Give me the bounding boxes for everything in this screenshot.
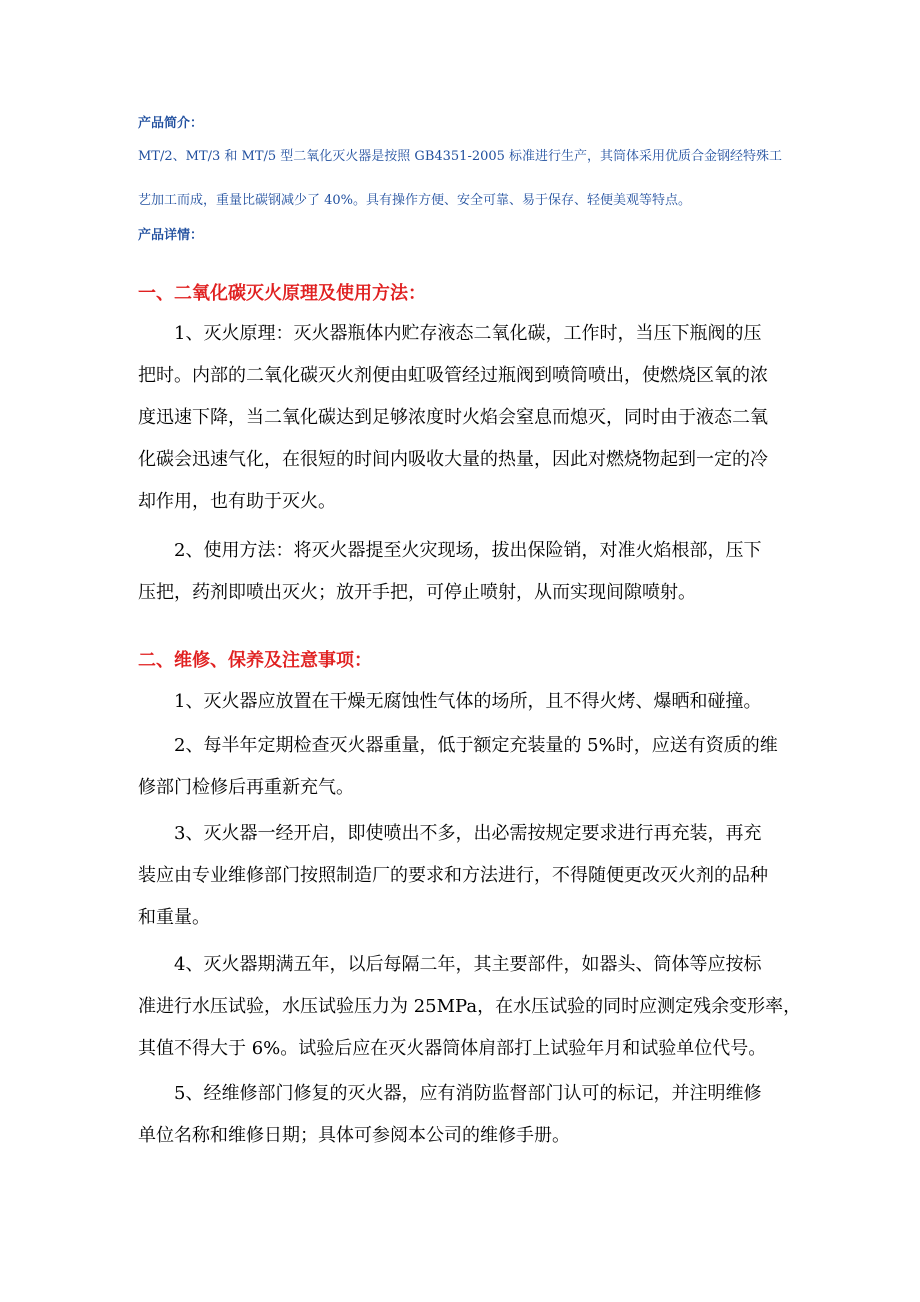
paragraph-line: 准进行水压试验，水压试验压力为 25MPa，在水压试验的同时应测定残余变形率， (138, 996, 802, 1017)
paragraph-line: 修部门检修后再重新充气。 (138, 777, 354, 798)
intro-heading: 产品简介： (138, 116, 204, 131)
section-1-title: 一、二氧化碳灭火原理及使用方法： (138, 283, 426, 304)
paragraph-line: 3、灭火器一经开启，即使喷出不多，出必需按规定要求进行再充装，再充 (174, 823, 762, 844)
paragraph-line: 压把，药剂即喷出灭火；放开手把，可停止喷射，从而实现间隙喷射。 (138, 582, 696, 603)
intro-line-1: MT/2、MT/3 和 MT/5 型二氧化灭火器是按照 GB4351-2005 标准进行生产，其筒体采用优质合金钢经特殊工 (138, 149, 783, 164)
section-1-paragraph-2 (138, 530, 788, 614)
paragraph-line: 5、经维修部门修复的灭火器，应有消防监督部门认可的标记，并注明维修 (174, 1083, 762, 1104)
paragraph-line: 4、灭火器期满五年，以后每隔二年，其主要部件，如器头、筒体等应按标 (174, 954, 762, 975)
section-2-title: 二、维修、保养及注意事项： (138, 650, 372, 671)
paragraph-line: 2、使用方法：将灭火器提至火灾现场，拔出保险销，对准火焰根部，压下 (174, 540, 762, 561)
section-2-paragraph-2 (138, 725, 788, 809)
paragraph-line: 1、灭火器应放置在干燥无腐蚀性气体的场所，且不得火烤、爆晒和碰撞。 (174, 691, 762, 712)
intro-line-2: 艺加工而成，重量比碳钢减少了 40%。具有操作方便、安全可靠、易于保存、轻便美观等特点。 (138, 193, 692, 208)
paragraph-line: 度迅速下降，当二氧化碳达到足够浓度时火焰会窒息而熄灭，同时由于液态二氧 (138, 407, 768, 428)
details-heading: 产品详情： (138, 228, 204, 243)
paragraph-line: 单位名称和维修日期；具体可参阅本公司的维修手册。 (138, 1125, 570, 1146)
paragraph-line: 装应由专业维修部门按照制造厂的要求和方法进行，不得随便更改灭火剂的品种 (138, 865, 768, 886)
paragraph-line: 化碳会迅速气化，在很短的时间内吸收大量的热量，因此对燃烧物起到一定的冷 (138, 449, 768, 470)
paragraph-line: 把时。内部的二氧化碳灭火剂便由虹吸管经过瓶阀到喷筒喷出，使燃烧区氧的浓 (138, 365, 768, 386)
section-2-paragraph-4 (138, 944, 802, 1070)
section-2-paragraph-5 (138, 1073, 788, 1157)
section-1-paragraph-1 (138, 313, 788, 523)
paragraph-line: 其值不得大于 6%。试验后应在灭火器筒体肩部打上试验年月和试验单位代号。 (138, 1038, 767, 1059)
paragraph-line: 1、灭火原理：灭火器瓶体内贮存液态二氧化碳，工作时，当压下瓶阀的压 (174, 323, 762, 344)
section-2-paragraph-1 (138, 681, 788, 723)
section-2-paragraph-3 (138, 813, 788, 939)
paragraph-line: 2、每半年定期检查灭火器重量，低于额定充装量的 5%时，应送有资质的维 (174, 735, 778, 756)
paragraph-line: 和重量。 (138, 907, 210, 928)
paragraph-line: 却作用，也有助于灭火。 (138, 491, 336, 512)
